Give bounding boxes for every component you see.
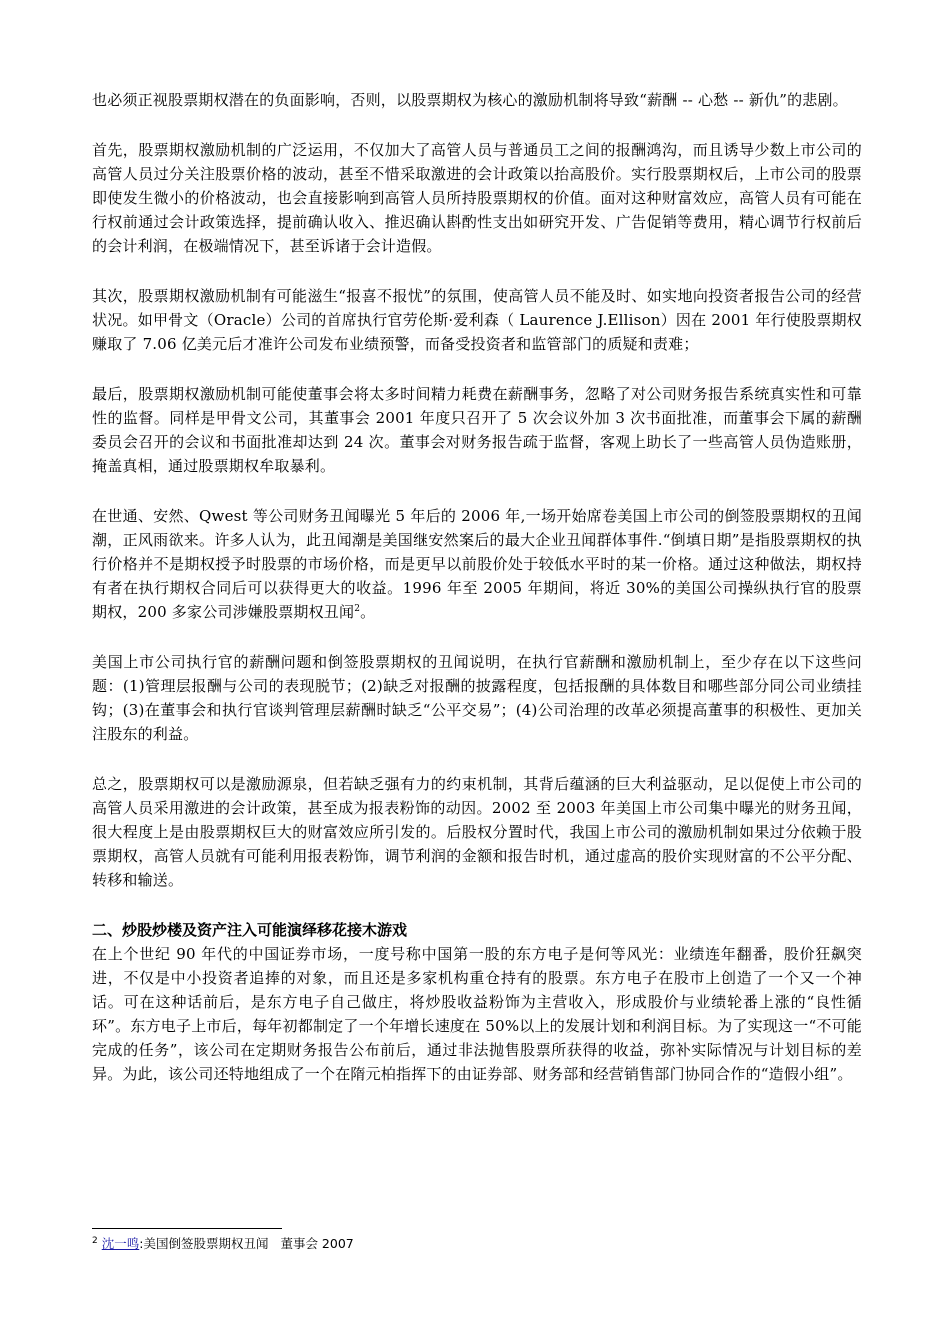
footnote-title: :美国倒签股票期权丑闻	[139, 1236, 269, 1251]
paragraph-8: 在上个世纪 90 年代的中国证券市场，一度号称中国第一股的东方电子是何等风光：业绩连年翻番，股价狂飙突进，不仅是中小投资者追捧的对象，而且还是多家机构重仓持有的股票。东方电子在股市上创造了一个又一个神话。可在这种话前后，是东方电子自己做庄，将炒股收益粉饰为主营收入，形成股价与业绩轮番上涨的“良性循环”。东方电子上市后，每年初都制定了一个年增长速度在 50%以上的发展计划和利润目标。为了实现这一“不可能完成的任务”，该公司在定期财务报告公布前后，通过非法抛售股票所获得的收益，弥补实际情况与计划目标的差异。为此，该公司还特地组成了一个在隋元柏指挥下的由证券部、财务部和经营销售部门协同合作的“造假小组”。	[92, 945, 862, 1083]
footnote-mark: 2	[92, 1235, 98, 1246]
footnote-reference[interactable]: 2	[354, 604, 361, 614]
document-body	[92, 88, 862, 1086]
paragraph-5-text: 在世通、安然、Qwest 等公司财务丑闻曝光 5 年后的 2006 年,一场开始席卷美国上市公司的倒签股票期权的丑闻潮，正风雨欲来。许多人认为，此丑闻潮是美国继安然案后的最大企业丑闻群体事件.“倒填日期”是指股票期权的执行价格并不是期权授予时股票的市场价格，而是更早以前股价处于较低水平时的某一价格。通过这种做法，期权持有者在执行期权合同后可以获得更大的收益。1996 年至 2005 年期间，将近 30%的美国公司操纵执行官的股票期权，200 多家公司涉嫌股票期权丑闻	[92, 507, 862, 621]
footnote	[92, 1234, 354, 1254]
footnote-separator	[92, 1228, 282, 1229]
paragraph-1: 也必须正视股票期权潜在的负面影响，否则，以股票期权为核心的激励机制将导致“薪酬 -- 心愁 -- 新仇”的悲剧。	[92, 91, 848, 109]
paragraph-3: 其次，股票期权激励机制有可能滋生“报喜不报忧”的氛围，使高管人员不能及时、如实地向投资者报告公司的经营状况。如甲骨文（Oracle）公司的首席执行官劳伦斯·爱利森（ Laurence J.Ellison）因在 2001 年行使股票期权赚取了 7.06 亿美元后才准许公司发布业绩预警，而备受投资者和监管部门的质疑和责难；	[92, 287, 862, 353]
paragraph-7: 总之，股票期权可以是激励源泉，但若缺乏强有力的约束机制，其背后蕴涵的巨大利益驱动，足以促使上市公司的高管人员采用激进的会计政策，甚至成为报表粉饰的动因。2002 至 2003 年美国上市公司集中曝光的财务丑闻，很大程度上是由股票期权巨大的财富效应所引发的。后股权分置时代，我国上市公司的激励机制如果过分依赖于股票期权，高管人员就有可能利用报表粉饰，调节利润的金额和报告时机，通过虚高的股价实现财富的不公平分配、转移和输送。	[92, 775, 862, 889]
paragraph-2: 首先，股票期权激励机制的广泛运用，不仅加大了高管人员与普通员工之间的报酬鸿沟，而且诱导少数上市公司的高管人员过分关注股票价格的波动，甚至不惜采取激进的会计政策以抬高股价。实行股票期权后，上市公司的股票即使发生微小的价格波动，也会直接影响到高管人员所持股票期权的价值。面对这种财富效应，高管人员有可能在行权前通过会计政策选择，提前确认收入、推迟确认斟酌性支出如研究开发、广告促销等费用，精心调节行权前后的会计利润，在极端情况下，甚至诉诸于会计造假。	[92, 141, 862, 255]
footnote-author-link[interactable]: 沈一鸣	[101, 1236, 140, 1251]
section-heading: 二、炒股炒楼及资产注入可能演绎移花接木游戏	[92, 921, 408, 939]
footnote-source: 董事会 2007	[280, 1236, 354, 1251]
paragraph-5-end: 。	[360, 603, 376, 621]
paragraph-5	[92, 504, 862, 624]
paragraph-4: 最后，股票期权激励机制可能使董事会将太多时间精力耗费在薪酬事务，忽略了对公司财务报告系统真实性和可靠性的监督。同样是甲骨文公司，其董事会 2001 年度只召开了 5 次会议外加 3 次书面批准，而董事会下属的薪酬委员会召开的会议和书面批准却达到 24 次。董事会对财务报告疏于监督，客观上助长了一些高管人员伪造账册，掩盖真相，通过股票期权牟取暴利。	[92, 385, 862, 475]
paragraph-6: 美国上市公司执行官的薪酬问题和倒签股票期权的丑闻说明，在执行官薪酬和激励机制上，至少存在以下这些问题：(1)管理层报酬与公司的表现脱节；(2)缺乏对报酬的披露程度，包括报酬的具体数目和哪些部分同公司业绩挂钩；(3)在董事会和执行官谈判管理层薪酬时缺乏“公平交易”；(4)公司治理的改革必须提高董事的积极性、更加关注股东的利益。	[92, 653, 862, 743]
